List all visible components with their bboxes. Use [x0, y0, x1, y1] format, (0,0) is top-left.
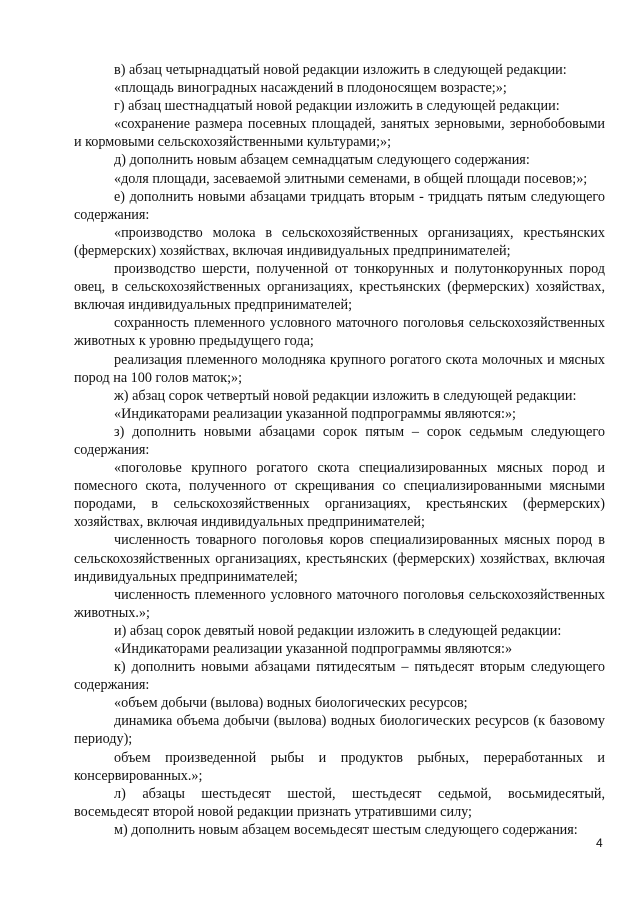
paragraph: «площадь виноградных насаждений в плодоносящем возрасте;»; — [114, 80, 507, 97]
paragraph: е) дополнить новыми абзацами тридцать вторым - тридцать пятым следующего содержания: — [74, 188, 605, 223]
paragraph: сохранность племенного условного маточного поголовья сельскохозяйственных животных к уровню предыдущего года; — [74, 315, 605, 350]
paragraph: к) дополнить новыми абзацами пятидесятым – пятьдесят вторым следующего содержания: — [74, 659, 605, 694]
paragraph: м) дополнить новым абзацем восемьдесят шестым следующего содержания: — [114, 821, 578, 838]
paragraph: реализация племенного молодняка крупного рогатого скота молочных и мясных пород на 100 голов маток;»; — [74, 351, 605, 386]
paragraph: в) абзац четырнадцатый новой редакции изложить в следующей редакции: — [114, 62, 567, 78]
paragraph: объем произведенной рыбы и продуктов рыбных, переработанных и консервированных.»; — [74, 749, 605, 784]
paragraph: производство шерсти, полученной от тонкорунных и полутонкорунных пород овец, в сельскохозяйственных организациях, крестьянских (фермерских) хозяйствах, включая индивидуальных предпринимателей; — [74, 261, 605, 314]
paragraph: «доля площади, засеваемой элитными семенами, в общей площади посевов;»; — [114, 170, 588, 187]
paragraph: г) абзац шестнадцатый новой редакции изложить в следующей редакции: — [114, 98, 560, 115]
paragraph: динамика объема добычи (вылова) водных биологических ресурсов (к базовому периоду); — [74, 713, 605, 748]
paragraph: «производство молока в сельскохозяйственных организациях, крестьянских (фермерских) хозяйствах, включая индивидуальных предпринимателей; — [74, 224, 605, 259]
paragraph: и) абзац сорок девятый новой редакции изложить в следующей редакции: — [114, 622, 562, 639]
page-number: 4 — [596, 836, 603, 850]
paragraph: численность товарного поголовья коров специализированных мясных пород в сельскохозяйственных организациях, крестьянских (фермерских) хозяйствах, включая индивидуальных предпринимателей; — [74, 532, 605, 585]
paragraph: численность племенного условного маточного поголовья сельскохозяйственных животных.»; — [74, 586, 605, 621]
paragraph: л) абзацы шестьдесят шестой, шестьдесят седьмой, восьмидесятый, восемьдесят второй новой редакции признать утратившими силу; — [74, 785, 605, 820]
paragraph: ж) абзац сорок четвертый новой редакции изложить в следующей редакции: — [114, 387, 577, 404]
paragraph: «объем добычи (вылова) водных биологических ресурсов; — [114, 695, 468, 712]
paragraph: «Индикаторами реализации указанной подпрограммы являются:»; — [114, 405, 516, 422]
paragraph: «сохранение размера посевных площадей, занятых зерновыми, зернобобовыми и кормовыми сельскохозяйственными культурами;»; — [74, 116, 605, 151]
paragraph: з) дополнить новыми абзацами сорок пятым – сорок седьмым следующего содержания: — [74, 423, 605, 458]
document-body — [74, 61, 605, 839]
paragraph: д) дополнить новым абзацем семнадцатым следующего содержания: — [114, 152, 530, 169]
paragraph: «Индикаторами реализации указанной подпрограммы являются:» — [114, 641, 513, 657]
paragraph: «поголовье крупного рогатого скота специализированных мясных пород и помесного скота, полученного от скрещивания со специализированными мясными породами, в сельскохозяйственных организациях, крестьянских (фермерских) хозяйствах, включая индивидуальных предпринимателей; — [74, 460, 605, 531]
